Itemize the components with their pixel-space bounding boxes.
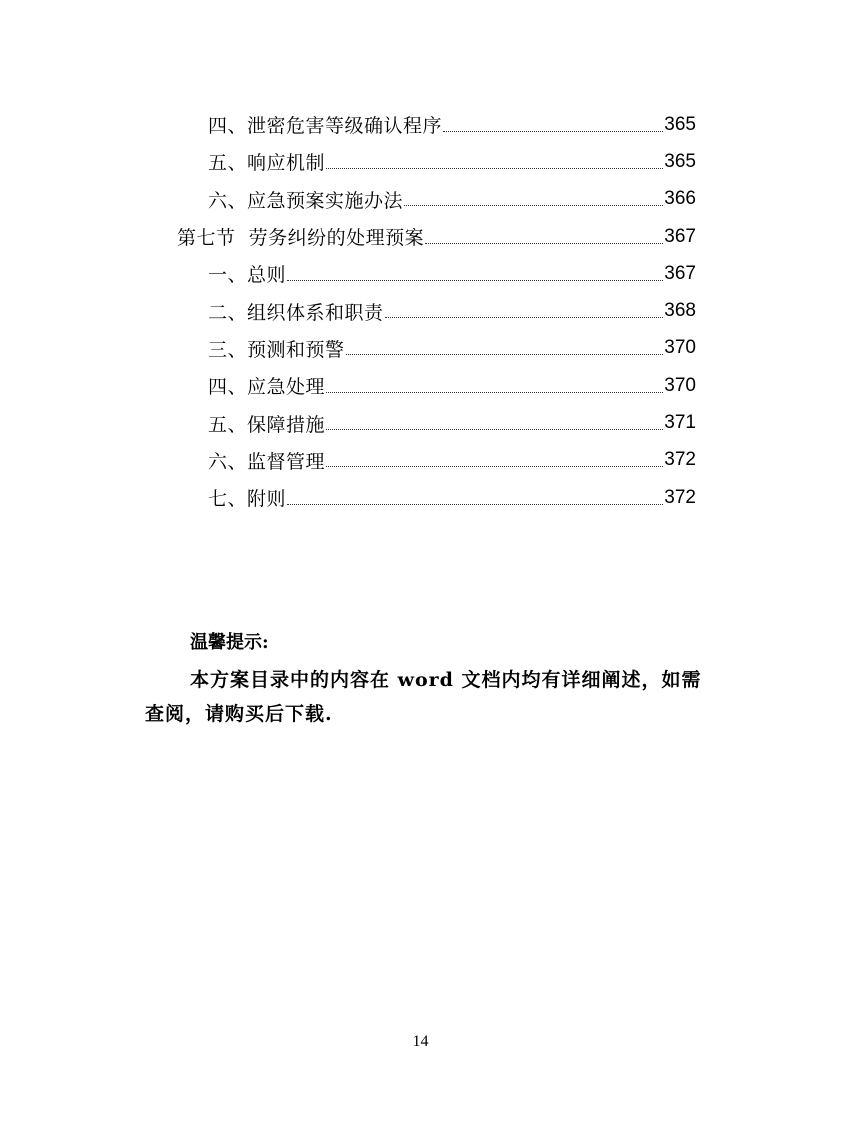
- toc-entry-page: 365: [664, 150, 696, 172]
- toc-entry[interactable]: [0, 404, 696, 441]
- toc-dot-leader: [326, 447, 663, 467]
- toc-entry-title: 六、应急预案实施办法: [208, 189, 404, 212]
- toc-entry-page: 372: [664, 486, 696, 508]
- toc-entry-title: 三、预测和预警: [208, 338, 345, 361]
- toc-entry-title: 五、保障措施: [208, 413, 326, 436]
- toc-entry[interactable]: [0, 330, 696, 367]
- toc-entry-title: 四、应急处理: [208, 376, 326, 399]
- toc-entry-page: 365: [664, 113, 696, 135]
- toc-section-entry[interactable]: [0, 218, 696, 255]
- toc-dot-leader: [404, 186, 663, 206]
- toc-entry-title: 五、响应机制: [208, 152, 326, 175]
- toc-dot-leader: [287, 261, 663, 281]
- toc-entry[interactable]: [0, 367, 696, 404]
- toc-entry-title: 第七节 劳务纠纷的处理预案: [177, 227, 425, 250]
- toc-dot-leader: [346, 335, 664, 355]
- toc-entry-page: 368: [664, 300, 696, 322]
- toc-entry-page: 367: [664, 225, 696, 247]
- toc-entry[interactable]: [0, 442, 696, 479]
- toc-entry[interactable]: [0, 106, 696, 143]
- toc-entry-page: 371: [664, 412, 696, 434]
- toc-entry-page: 366: [664, 188, 696, 210]
- toc-entry[interactable]: [0, 479, 696, 516]
- toc-dot-leader: [385, 298, 664, 318]
- toc-entry-title: 二、组织体系和职责: [208, 301, 384, 324]
- toc-dot-leader: [425, 224, 663, 244]
- toc-dot-leader: [287, 485, 663, 505]
- toc-entry[interactable]: [0, 255, 696, 292]
- notice-body: 本方案目录中的内容在 word 文档内均有详细阐述，如需查阅，请购买后下载.: [145, 669, 702, 725]
- toc-entry-page: 370: [664, 337, 696, 359]
- toc-entry[interactable]: [0, 143, 696, 180]
- table-of-contents: [0, 106, 841, 516]
- page-number: 14: [412, 1033, 429, 1050]
- toc-entry[interactable]: [0, 292, 696, 329]
- toc-entry-page: 372: [664, 449, 696, 471]
- toc-entry-page: 367: [664, 262, 696, 284]
- toc-entry-title: 六、监督管理: [208, 450, 326, 473]
- toc-entry-title: 一、总则: [208, 264, 287, 287]
- toc-entry-title: 四、泄密危害等级确认程序: [208, 115, 443, 138]
- toc-dot-leader: [326, 373, 663, 393]
- toc-dot-leader: [443, 112, 663, 132]
- toc-entry-title: 七、附则: [208, 488, 287, 511]
- toc-entry[interactable]: [0, 181, 696, 218]
- toc-dot-leader: [326, 410, 663, 430]
- toc-entry-page: 370: [664, 374, 696, 396]
- notice-heading: 温馨提示:: [190, 632, 269, 653]
- toc-dot-leader: [326, 149, 663, 169]
